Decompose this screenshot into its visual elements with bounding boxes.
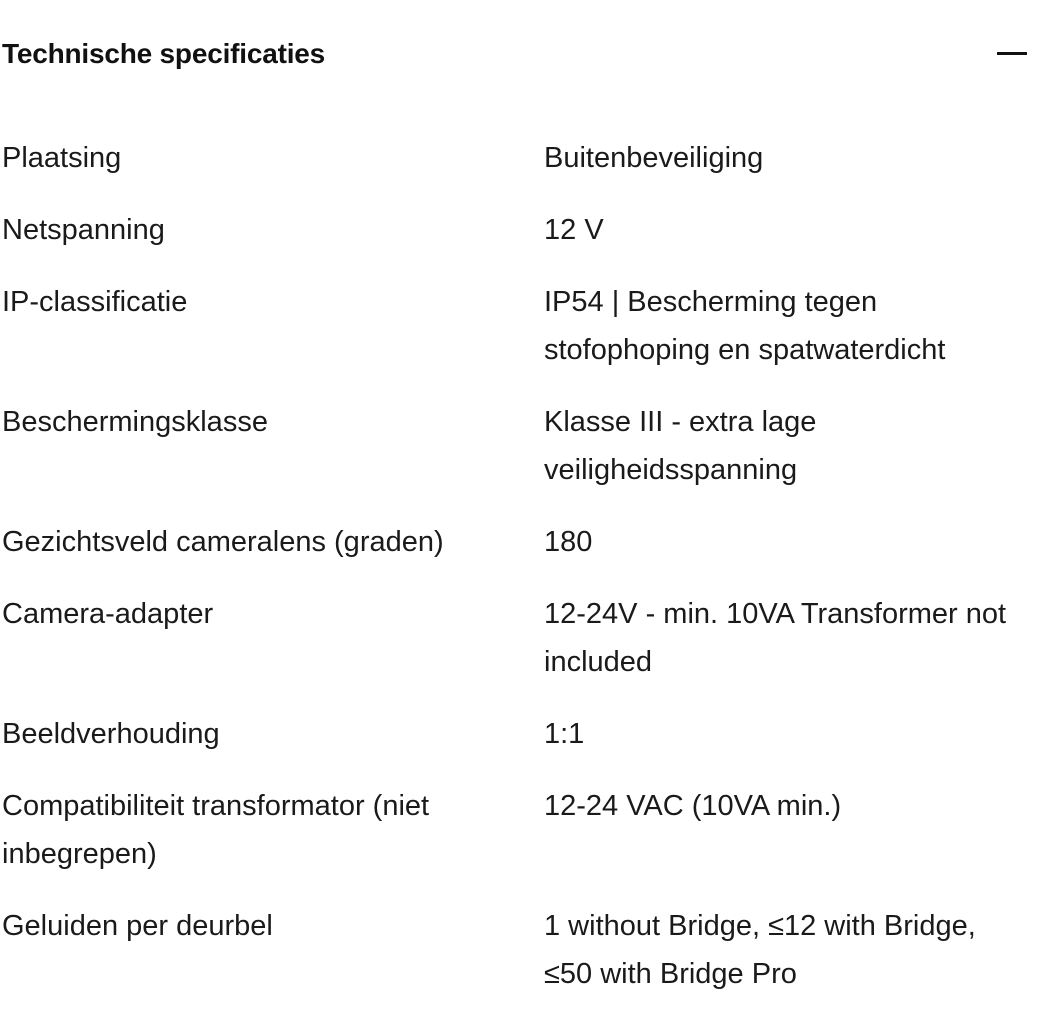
spec-row	[0, 278, 1046, 398]
spec-value: 1:1	[544, 718, 585, 750]
spec-value: IP54 | Bescherming tegen stofophoping en spatwaterdicht	[544, 286, 946, 366]
spec-label: Netspanning	[2, 214, 165, 246]
spec-label: IP-classificatie	[2, 286, 188, 318]
spec-value: 1 without Bridge, ≤12 with Bridge, ≤50 with Bridge Pro	[544, 910, 976, 990]
spec-label: Plaatsing	[2, 142, 122, 174]
collapse-button[interactable]	[990, 34, 1034, 74]
spec-label: Geluiden per deurbel	[2, 910, 273, 942]
spec-value: Klasse III - extra lage veiligheidsspanning	[544, 406, 817, 486]
spec-row	[0, 206, 1046, 278]
spec-row	[0, 518, 1046, 590]
spec-row	[0, 710, 1046, 782]
spec-label: Compatibiliteit transformator (niet inbegrepen)	[2, 790, 430, 870]
spec-row	[0, 782, 1046, 902]
spec-value: 12-24 VAC (10VA min.)	[544, 790, 842, 822]
spec-row	[0, 902, 1046, 1022]
section-title: Technische specificaties	[2, 38, 326, 69]
spec-value: 12-24V - min. 10VA Transformer not included	[544, 598, 1007, 678]
spec-row	[0, 134, 1046, 206]
spec-value: 12 V	[544, 214, 604, 246]
spec-row	[0, 398, 1046, 518]
spec-label: Camera-adapter	[2, 598, 214, 630]
spec-label: Gezichtsveld cameralens (graden)	[2, 526, 444, 558]
spec-label: Beschermingsklasse	[2, 406, 268, 438]
spec-table	[0, 134, 1046, 1022]
spec-value: 180	[544, 526, 593, 558]
spec-row	[0, 590, 1046, 710]
spec-value: Buitenbeveiliging	[544, 142, 764, 174]
minus-icon	[997, 52, 1027, 55]
tech-specs-header[interactable]	[0, 0, 1046, 108]
spec-label: Beeldverhouding	[2, 718, 220, 750]
